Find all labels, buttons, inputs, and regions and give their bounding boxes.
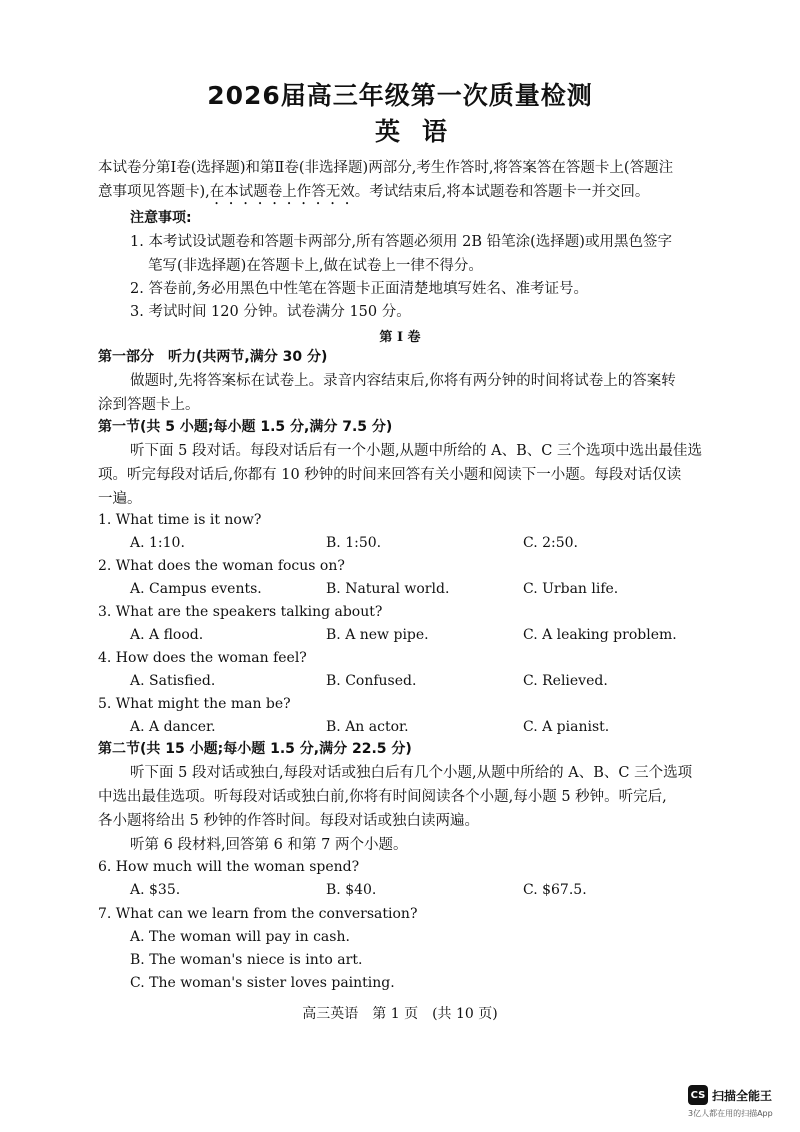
q3-option-c: C. A leaking problem. <box>523 627 677 643</box>
q4-option-c: C. Relieved. <box>523 673 608 689</box>
q6-option-b: B. $40. <box>326 882 377 898</box>
section1-heading: 第一节(共 5 小题;每小题 1.5 分,满分 7.5 分) <box>98 419 393 435</box>
intro-text: 意事项见答题卡), <box>98 184 210 200</box>
question-3: 3. What are the speakers talking about? <box>98 604 383 620</box>
section1-desc-2: 项。听完每段对话后,你都有 10 秒钟的时间来回答有关小题和阅读下一小题。每段对话仅读 <box>98 467 682 483</box>
notice-item-3: 3. 考试时间 120 分钟。试卷满分 150 分。 <box>130 304 411 320</box>
section1-desc-1: 听下面 5 段对话。每段对话后有一个小题,从题中所给的 A、B、C 三个选项中选出最佳选 <box>130 443 702 459</box>
section1-desc-3: 一遍。 <box>98 491 142 507</box>
q5-option-c: C. A pianist. <box>523 719 610 735</box>
page-footer: 高三英语 第 1 页 (共 10 页) <box>302 1006 498 1022</box>
q5-option-b: B. An actor. <box>326 719 409 735</box>
q6-option-c: C. $67.5. <box>523 882 587 898</box>
part1-desc-1: 做题时,先将答案标在试卷上。录音内容结束后,你将有两分钟的时间将试卷上的答案转 <box>130 373 676 389</box>
q1-option-a: A. 1:10. <box>130 535 185 551</box>
q7-option-a: A. The woman will pay in cash. <box>130 929 350 945</box>
q2-option-b: B. Natural world. <box>326 581 450 597</box>
question-4: 4. How does the woman feel? <box>98 650 307 666</box>
notice-heading: 注意事项: <box>130 210 192 226</box>
q5-option-a: A. A dancer. <box>130 719 216 735</box>
q3-option-b: B. A new pipe. <box>326 627 429 643</box>
scanner-watermark <box>688 1085 772 1105</box>
watermark-name: 扫描全能王 <box>712 1088 773 1103</box>
q7-option-b: B. The woman's niece is into art. <box>130 952 363 968</box>
q2-option-a: A. Campus events. <box>130 581 262 597</box>
q3-option-a: A. A flood. <box>130 627 204 643</box>
intro-line-1: 本试卷分第Ⅰ卷(选择题)和第Ⅱ卷(非选择题)两部分,考生作答时,将答案答在答题卡上(答题注 <box>98 160 674 176</box>
subject-title: 英语 <box>374 117 469 146</box>
question-6: 6. How much will the woman spend? <box>98 859 360 875</box>
q7-option-c: C. The woman's sister loves painting. <box>130 975 395 991</box>
question-2: 2. What does the woman focus on? <box>98 558 345 574</box>
section2-desc-3: 各小题将给出 5 秒钟的作答时间。每段对话或独白读两遍。 <box>98 813 479 829</box>
camscanner-icon: CS <box>688 1085 708 1105</box>
q6-option-a: A. $35. <box>130 882 181 898</box>
intro-line-2 <box>98 180 649 208</box>
section2-desc-2: 中选出最佳选项。听每段对话或独白前,你将有时间阅读各个小题,每小题 5 秒钟。听完后, <box>98 789 667 805</box>
notice-item-1: 1. 本考试设试题卷和答题卡两部分,所有答题必须用 2B 铅笔涂(选择题)或用黑色签字 <box>130 234 672 250</box>
question-7: 7. What can we learn from the conversation? <box>98 906 418 922</box>
question-5: 5. What might the man be? <box>98 696 291 712</box>
part1-heading: 第一部分 听力(共两节,满分 30 分) <box>98 349 328 365</box>
part1-desc-2: 涂到答题卡上。 <box>98 397 200 413</box>
q1-option-b: B. 1:50. <box>326 535 382 551</box>
section2-desc-1: 听下面 5 段对话或独白,每段对话或独白后有几个小题,从题中所给的 A、B、C 三个选项 <box>130 765 693 781</box>
section2-heading: 第二节(共 15 小题;每小题 1.5 分,满分 22.5 分) <box>98 741 412 757</box>
emphasis-text: 在本试题卷上作答无效 <box>209 184 355 200</box>
question-1: 1. What time is it now? <box>98 512 262 528</box>
notice-item-2: 2. 答卷前,务必用黑色中性笔在答题卡正面清楚地填写姓名、准考证号。 <box>130 281 589 297</box>
intro-text: 。考试结束后,将本试题卷和答题卡一并交回。 <box>354 184 650 200</box>
section2-material: 听第 6 段材料,回答第 6 和第 7 两个小题。 <box>130 837 408 853</box>
exam-title: 2026届高三年级第一次质量检测 <box>207 81 593 110</box>
notice-item-1-cont: 笔写(非选择题)在答题卡上,做在试卷上一律不得分。 <box>148 258 483 274</box>
watermark-subtitle: 3亿人都在用的扫描App <box>688 1109 773 1118</box>
volume-label: 第 Ⅰ 卷 <box>379 330 421 345</box>
q2-option-c: C. Urban life. <box>523 581 619 597</box>
q4-option-b: B. Confused. <box>326 673 417 689</box>
q1-option-c: C. 2:50. <box>523 535 579 551</box>
q4-option-a: A. Satisfied. <box>130 673 216 689</box>
